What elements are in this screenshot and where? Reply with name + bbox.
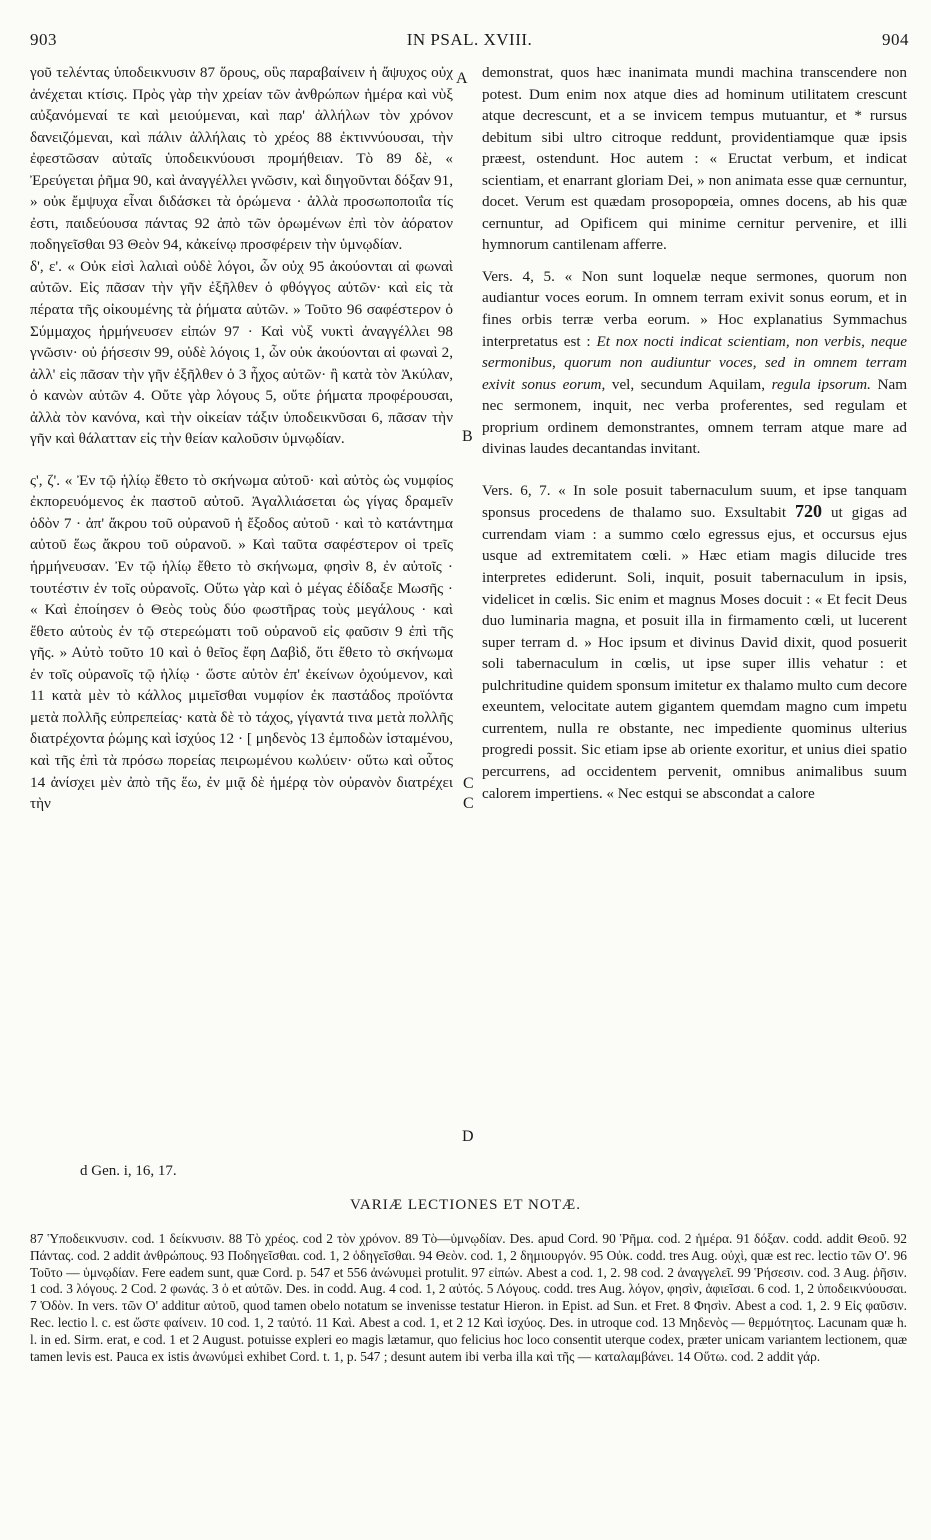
right-page-number: 904 [882,30,909,49]
latin-paragraph-2: Vers. 4, 5. « Non sunt loquelæ neque sermones, quorum non audiantur voces eorum. In omnem terram exivit sonus eorum, et in fines orbis terræ verba eorum. » Hoc explanatius Symmachus interpretatus est : Et nox nocti indicat scientiam, non verbis, neque sermonibus, quorum non audiuntur voces, sed in omnem terram exivit sonus eorum, vel, secundum Aquilam, regula ipsorum. Nam nec sermonem, inquit, nec verba proferentes, sed regulam et proprium ordinem demonstrantes, omnem terram atque mare ad divinas laudes decantandas invitant. [482,267,908,458]
margin-marker-b: B [462,428,473,445]
greek-column [30,62,453,815]
greek-paragraph-1: γοῦ τελέντας ὑποδεικνυσιν 87 ὅρους, οὓς παραβαίνειν ἡ ἄψυχος οὐχ ἀνέχεται κτίσις. Πρὸς γὰρ τὴν χρείαν τῶν ἀνθρώπων ἡμέρα καὶ νὺξ αὐξανόμεναί τε καὶ μειούμεναι, καὶ παρ' ἀλλήλων τὸν χρόνον δανειζόμεναι, καὶ πάλιν ἀλλήλαις τὸ χρέος 88 ἐκτιννύουσαι, τὴν ἐφεστῶσαν αὐταῖς ὑποδεικνύουσι προμήθειαν. Τὸ 89 δὲ, « Ἐρεύγεται ῥῆμα 90, καὶ ἀναγγέλλει γνῶσιν, καὶ διηγοῦνται δόξαν 91, » οὐκ ἔμψυχα εἶναι διδάσκει τὰ ὁρώμενα · ἀλλὰ προσωποποιΐα τίς ἐστι, παιδεύουσα πάντας 92 ἀπὸ τῶν ὁρωμένων ἐπὶ τὸν ἀόρατον ποδηγεῖσθαι 93 Θεὸν 94, κἀκείνῳ προσφέρειν τὴν ὑμνῳδίαν. [30,64,453,254]
left-page-number: 903 [30,30,57,49]
column-number: 720 [795,501,822,522]
latin-column [482,62,907,804]
variant-readings-notes [30,1231,907,1365]
verse-heading: Vers. 4, 5. [482,267,555,285]
margin-marker-a: A [456,70,468,87]
greek-paragraph-2: δ', ε'. « Οὐκ εἰσὶ λαλιαὶ οὐδὲ λόγοι, ὧν οὐχ 95 ἀκούονται αἱ φωναὶ αὐτῶν. Εἰς πᾶσαν τὴν γῆν ἐξῆλθεν ὁ φθόγγος αὐτῶν· καὶ εἰς τὰ πέρατα τῆς οἰκουμένης τὰ ῥήματα αὐτῶν. » Τοῦτο 96 σαφέστερον ὁ Σύμμαχος ἡρμήνευσεν εἰπών 97 · Καὶ νὺξ νυκτὶ ἀναγγέλλει 98 γνῶσιν· οὐ ῥήσεσιν 99, οὐδὲ λόγοις 1, ὧν οὐκ ἀκούονται αἱ φωναὶ 2, ἀλλ' εἰς πᾶσαν τὴν γῆν ἐξῆλθεν ὁ 3 ἦχος αὐτῶν· ἢ κατὰ τὸν Ἀκύλαν, ὁ κανὼν αὐτῶν 4. Οὔτε γὰρ λόγους 5, οὔτε ῥήματα προφέρουσαι, ἀλλὰ τὸν κανόνα, καὶ τὴν οἰκείαν τάξιν ὑποδεικνῦσαι 6, πᾶσαν τὴν γῆν καὶ θάλατταν εἰς τὴν θείαν καλοῦσιν ὑμνῳδίαν. [30,257,453,448]
running-title: IN PSAL. XVIII. [406,30,533,49]
running-header [30,30,909,56]
margin-marker-c2: C [463,795,474,812]
verse-heading: Vers. 6, 7. [482,481,551,499]
footnote: d Gen. i, 16, 17. [80,1163,177,1179]
latin-paragraph-1: demonstrat, quos hæc inanimata mundi machina transcendere non potest. Dum enim nox atque dies ad hominum utilitatem crescunt atque decrescunt, et a se invicem tempus mutuantur, et * rursus debitum sibi ultro citroque reddunt, providentiamque quæ ipsis præest, ostendunt. Hoc autem : « Eructat verbum, et indicat scientiam, et enarrant gloriam Dei, » non animata esse quæ cernuntur, docet. Verum est quædam prosopopœia, omnes docens, ab his quæ cernuntur, ad Opificem qui minime cernitur pervenire, et illi hymnorum cantilenam afferre. [482,64,907,254]
greek-paragraph-3: ς', ζ'. « Ἐν τῷ ἡλίῳ ἔθετο τὸ σκήνωμα αὐτοῦ· καὶ αὐτὸς ὡς νυμφίος ἐκπορευόμενος ἐκ παστοῦ αὐτοῦ. Ἀγαλλιάσεται ὡς γίγας δραμεῖν ὁδὸν 7 · ἀπ' ἄκρου τοῦ οὐρανοῦ ἡ ἔξοδος αὐτοῦ · καὶ τὸ κατάντημα αὐτοῦ ἕως ἄκρου τοῦ οὐρανοῦ. » Καὶ ταῦτα σαφέστερον οἱ τρεῖς ἡρμήνευσαν. Ἐν τῷ ἡλίῳ ἔθετο τὸ σκήνωμα, φησὶν 8, ἐν αὐτοῖς · τουτέστιν ἐν τοῖς οὐρανοῖς. Οὕτω γὰρ καὶ ὁ μέγας ἐδίδαξε Μωσῆς · « Καὶ ἐποίησεν ὁ Θεὸς τοὺς δύο φωστῆρας τοὺς μεγάλους · καὶ ἔθετο αὐτοὺς ἐν τῷ στερεώματι τοῦ οὐρανοῦ εἰς φαῦσιν 9 ἐπὶ τῆς γῆς. » Αὐτὸ τοῦτο 10 καὶ ὁ θεῖος ἔφη Δαβὶδ, ὅτι ἔθετο τὸ σκήνωμα ἐν τοῖς οὐρανοῖς τῷ ἡλίῳ · ὥστε αὐτὸν ἐπ' ἐκείνων ὀχούμενον, καὶ 11 κατὰ μὲν τὸ κάλλος μιμεῖσθαι νυμφίον ἐκ παστάδος προϊόντα μετὰ πολλῆς εὐπρεπείας· κατὰ δὲ τὸ τάχος, γίγαντά τινα μετὰ πολλῆς διατρέχοντα ῥώμης καὶ ἰσχύος 12 · [ μηδενὸς 13 ἐμποδὼν ἱσταμένου, καὶ τῆς ἐπὶ τὰ πρόσω πορείας πειρωμένου κωλύειν· οὕτω καὶ οὗτος 14 ἀνίσχει μὲν ἀπὸ τῆς ἕω, ἐν μιᾷ δὲ ἡμέρᾳ τὸν οὐρανὸν διατρέχει τὴν [30,471,453,813]
margin-marker-c: C [463,775,474,792]
notes-text: 87 Ὑποδεικνυσιν. cod. 1 δείκνυσιν. 88 Τὸ χρέος. cod 2 τὸν χρόνον. 89 Τὸ—ὑμνῳδίαν. Des. apud Cord. 90 Ῥῆμα. cod. 2 ἡμέρα. 91 δόξαν. codd. addit Θεοῦ. 92 Πάντας. cod. 2 addit ἀνθρώπους. 93 Ποδηγεῖσθαι. cod. 1, 2 ὁδηγεῖσθαι. 94 Θεὸν. cod. 1, 2 δημιουργόν. 95 Οὐκ. codd. tres Aug. οὐχὶ, quæ est rec. lectio τῶν Ο'. 96 Τοῦτο — ὑμνῳδίαν. Fere eadem sunt, quæ Cord. p. 547 et 556 ἀνώνυμεὶ protulit. 97 εἰπών. Abest a cod. 1, 2. 98 cod. 2 ἀναγγελεῖ. 99 Ῥήσεσιν. cod. 3 Aug. ῥῆσιν. 1 cod. 3 λόγους. 2 Cod. 2 φωνάς. 3 ὁ et αὐτῶν. Des. in codd. Aug. 4 cod. 1, 2 αὐτός. 5 Λόγους. codd. tres Aug. λόγον, φησὶν, ἀφιεῖσαι. 6 cod. 1, 2 ὑποδεικνύουσαι. 7 Ὁδὸν. In vers. τῶν Ο' additur αὐτοῦ, quod tamen obelo notatum se invenisse testatur Hieron. in Epist. ad Sun. et Fret. 8 Φησὶν. Abest a cod. 1, 2. 9 Εἰς φαῦσιν. Rec. lectio l. c. est ὥστε φαίνειν. 10 cod. 1, 2 ταὐτό. 11 Καὶ. Abest a cod. 1, et 2 12 Καὶ ἰσχύος. Des. in utroque cod. 13 Μηδενὸς — θερμότητος. Lacunam quæ h. l. in ed. Sirm. erat, e cod. 1 et 2 August. potuisse expleri eo magis lætamur, quo felicius hoc loco consentit uterque codex, præter unicam variantem lectionem, quæ tamen levis est. Pauca ex istis ἀνωνύμεὶ exhibet Cord. t. 1, p. 547 ; desunt autem ibi verba illa καὶ τῆς — καταλαμβάνει. 14 Οὕτω. cod. 2 addit γάρ. [30,1231,907,1364]
latin-paragraph-3: Vers. 6, 7. « In sole posuit tabernaculum suum, et ipse tanquam sponsus procedens de thalamo suo. Exsultabit 720 ut gigas ad currendam viam : a summo cœlo egressus ejus, et occursus ejus usque ad extremitatem cœli. » Hæc etiam magis dilucide tres interpretes ediderunt. Soli, inquit, posuit tabernaculum in ipsis, videlicet in cœlis. Sic enim et magnus Moses docuit : « Et fecit Deus duo luminaria magna, et posuit illa in firmamento cœli, ut lucerent super terram d. » Hoc ipsum et divinus David dixit, quod posuerit soli tabernaculum in cœlis, ut ipse super illis vehatur : et pulchritudine quidem sponsum imitetur ex thalamo multo cum decore exeuntem, velocitate autem gigantem quemdam magno cum impetu currentem, nulla re obstante, nec impediente quominus ulterius progredi possit. Sic etiam ipse ab oriente exoritur, et unius diei spatio percurrens, ad occidentem pervenit, omnibus animalibus suum calorem impertiens. « Nec estqui se abscondat a calore [482,481,908,802]
margin-marker-d: D [462,1128,474,1145]
notes-title: VARIÆ LECTIONES ET NOTÆ. [350,1197,581,1213]
